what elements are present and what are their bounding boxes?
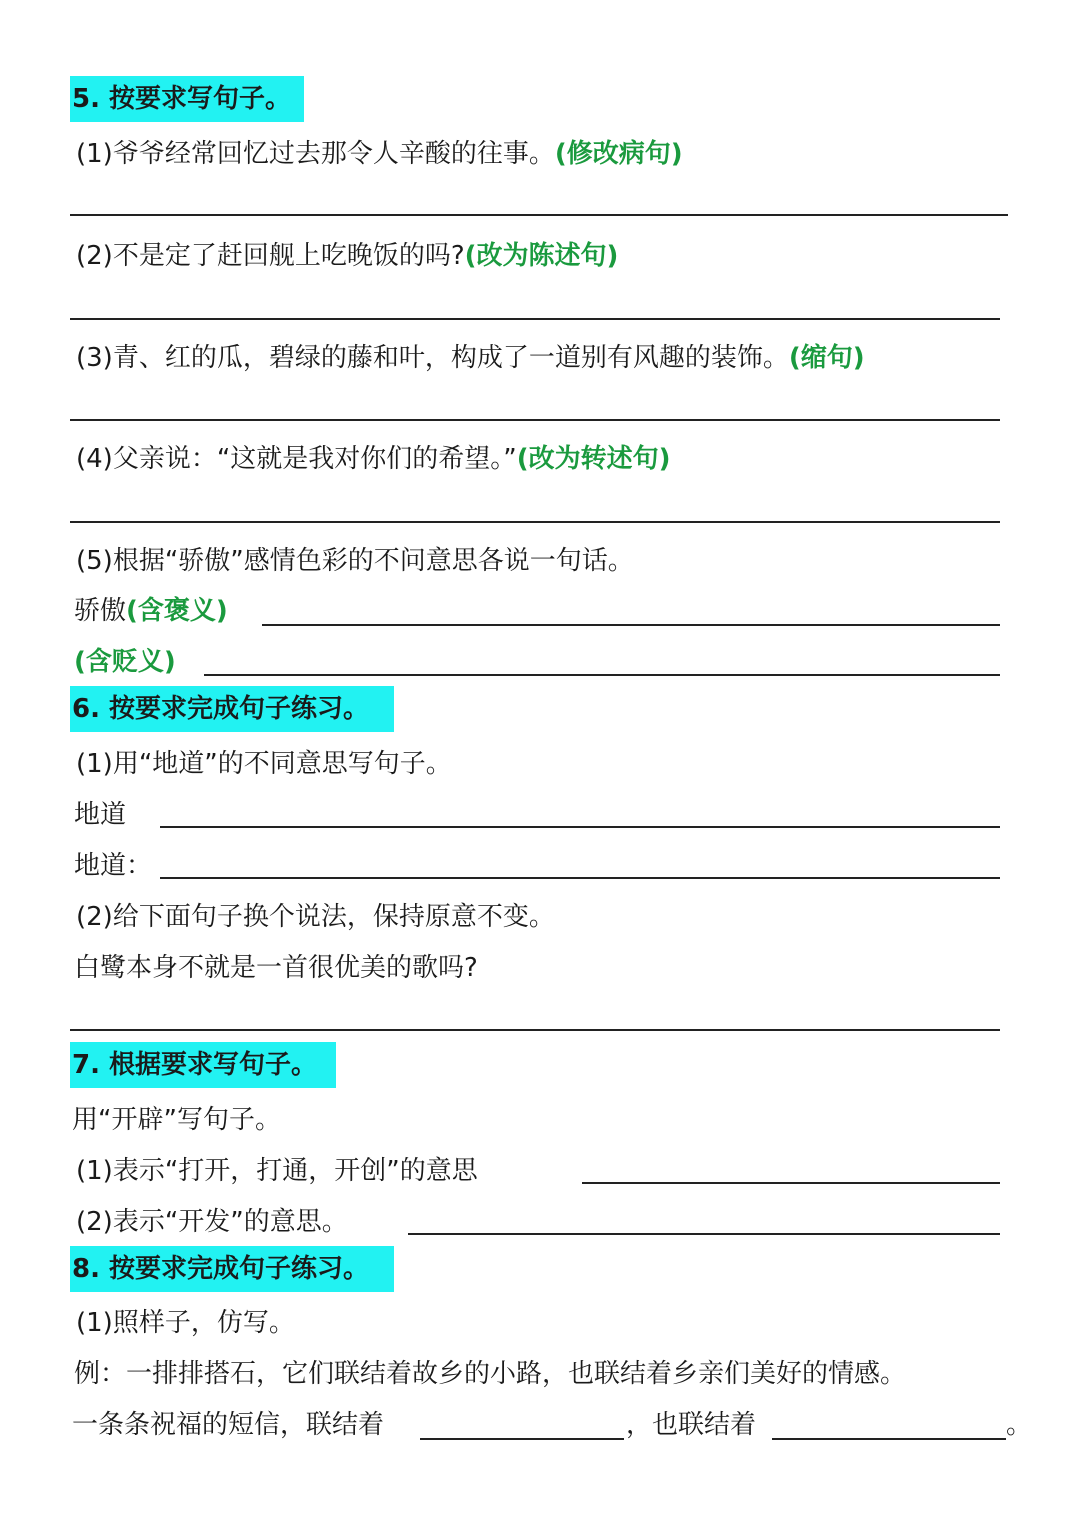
q5-sub-1 (74, 591, 228, 631)
answer-line[interactable] (420, 1438, 624, 1440)
answer-line[interactable] (772, 1438, 1006, 1440)
answer-line[interactable] (70, 521, 1000, 523)
q5-item-3-tag: (缩句) (788, 343, 865, 373)
q5-item-1-tag: (修改病句) (554, 139, 683, 169)
q5-sub-1-word: 骄傲 (74, 596, 127, 626)
q5-item-4 (76, 439, 671, 479)
q5-item-3-text: (3)青、红的瓜，碧绿的藤和叶，构成了一道别有风趣的装饰。 (76, 343, 789, 373)
answer-line[interactable] (262, 624, 1000, 626)
q5-heading: 5. 按要求写句子。 (70, 76, 304, 122)
q5-item-4-text: (4)父亲说：“这就是我对你们的希望。” (76, 444, 517, 474)
q6-word-1: 地道 (74, 800, 127, 830)
q5-item-1-text: (1)爷爷经常回忆过去那令人辛酸的往事。 (76, 139, 555, 169)
answer-line[interactable] (70, 419, 1000, 421)
q7-intro: 用“开辟”写句子。 (72, 1105, 281, 1135)
q5-sub-1-tag: (含褒义) (126, 596, 228, 626)
q8-fill-c: 。 (1006, 1410, 1033, 1440)
q7-item-1: (1)表示“打开，打通，开创”的意思 (76, 1156, 478, 1186)
q8-item-1: (1)照样子，仿写。 (76, 1308, 295, 1338)
answer-line[interactable] (160, 826, 1000, 828)
q6-item-2: (2)给下面句子换个说法，保持原意不变。 (76, 902, 555, 932)
q5-item-5: (5)根据“骄傲”感情色彩的不问意思各说一句话。 (76, 546, 634, 576)
answer-line[interactable] (70, 1029, 1000, 1031)
q5-item-2-text: (2)不是定了赶回舰上吃晚饭的吗? (76, 241, 465, 271)
q8-fill-a: 一条条祝福的短信，联结着 (72, 1410, 385, 1440)
q5-item-2 (76, 236, 618, 276)
answer-line[interactable] (70, 318, 1000, 320)
q8-heading: 8. 按要求完成句子练习。 (70, 1246, 394, 1292)
q6-sentence: 白鹭本身不就是一首很优美的歌吗? (74, 953, 478, 983)
q8-example: 例：一排排搭石，它们联结着故乡的小路，也联结着乡亲们美好的情感。 (74, 1359, 907, 1389)
answer-line[interactable] (408, 1233, 1000, 1235)
q5-sub-2-tag: (含贬义) (74, 647, 176, 677)
q5-item-3 (76, 338, 865, 378)
q5-item-2-tag: (改为陈述句) (464, 241, 619, 271)
q6-word-2: 地道： (74, 851, 153, 881)
q7-heading: 7. 根据要求写句子。 (70, 1042, 336, 1088)
answer-line[interactable] (582, 1182, 1000, 1184)
q6-item-1: (1)用“地道”的不同意思写句子。 (76, 749, 452, 779)
answer-line[interactable] (204, 674, 1000, 676)
q5-item-4-tag: (改为转述句) (516, 444, 671, 474)
answer-line[interactable] (70, 214, 1008, 216)
q6-heading: 6. 按要求完成句子练习。 (70, 686, 394, 732)
answer-line[interactable] (160, 877, 1000, 879)
q5-item-1 (76, 134, 683, 174)
q7-item-2: (2)表示“开发”的意思。 (76, 1207, 348, 1237)
q8-fill-b: ，也联结着 (626, 1410, 757, 1440)
